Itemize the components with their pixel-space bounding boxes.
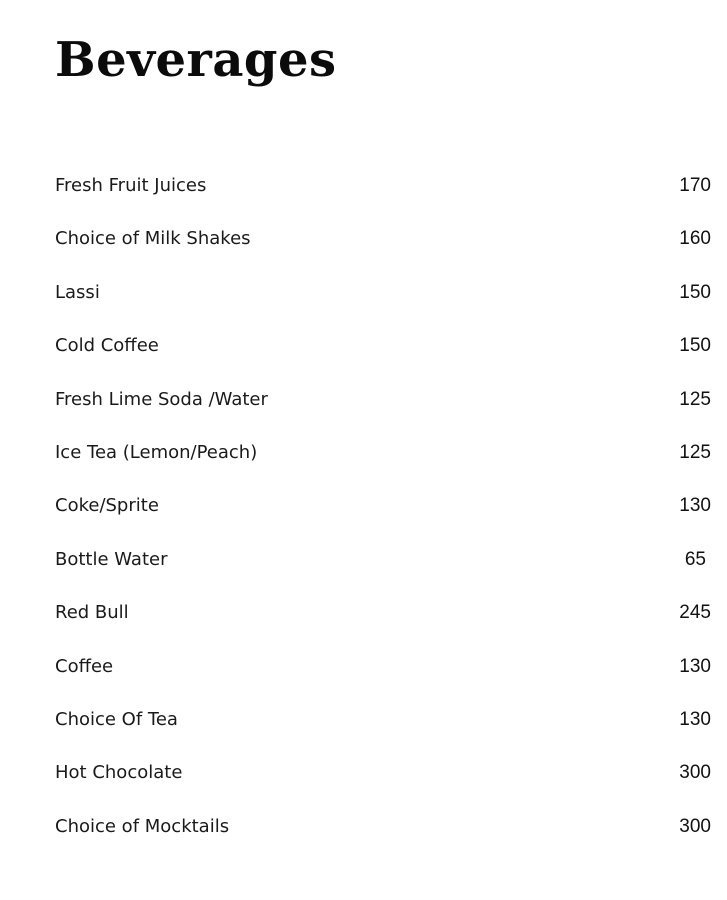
item-price: 125 bbox=[679, 441, 711, 463]
list-item bbox=[0, 374, 727, 427]
list-item bbox=[0, 801, 727, 854]
item-name: Coffee bbox=[55, 655, 114, 677]
beverage-list bbox=[0, 160, 727, 854]
item-price: 160 bbox=[679, 228, 711, 250]
item-price: 170 bbox=[679, 175, 711, 196]
list-item bbox=[0, 694, 727, 747]
item-name: Cold Coffee bbox=[55, 335, 159, 357]
item-price: 130 bbox=[679, 708, 711, 730]
page-title: Beverages bbox=[55, 32, 337, 88]
item-price: 150 bbox=[679, 335, 711, 357]
list-item bbox=[0, 480, 727, 533]
list-item bbox=[0, 213, 727, 266]
item-price: 245 bbox=[679, 602, 711, 624]
item-price: 300 bbox=[679, 762, 711, 784]
item-name: Hot Chocolate bbox=[55, 762, 183, 784]
item-name: Choice Of Tea bbox=[55, 708, 178, 730]
item-price: 300 bbox=[679, 815, 711, 837]
item-price: 130 bbox=[679, 495, 711, 517]
item-name: Choice of Mocktails bbox=[55, 815, 230, 837]
list-item bbox=[0, 267, 727, 320]
list-item bbox=[0, 641, 727, 694]
list-item bbox=[0, 427, 727, 480]
item-name: Lassi bbox=[55, 281, 100, 303]
list-item bbox=[0, 320, 727, 373]
item-name: Fresh Lime Soda /Water bbox=[55, 388, 268, 410]
item-name: Bottle Water bbox=[55, 548, 168, 570]
list-item bbox=[0, 534, 727, 587]
item-name: Coke/Sprite bbox=[55, 495, 159, 517]
item-name: Red Bull bbox=[55, 602, 129, 624]
item-name: Ice Tea (Lemon/Peach) bbox=[55, 441, 258, 463]
item-name: Choice of Milk Shakes bbox=[55, 228, 251, 250]
item-price: 65 bbox=[684, 548, 706, 570]
list-item bbox=[0, 747, 727, 800]
item-price: 125 bbox=[679, 388, 711, 410]
item-price: 150 bbox=[679, 281, 711, 303]
item-price: 130 bbox=[679, 655, 711, 677]
item-name: Fresh Fruit Juices bbox=[55, 175, 207, 196]
list-item bbox=[0, 160, 727, 213]
list-item bbox=[0, 587, 727, 640]
